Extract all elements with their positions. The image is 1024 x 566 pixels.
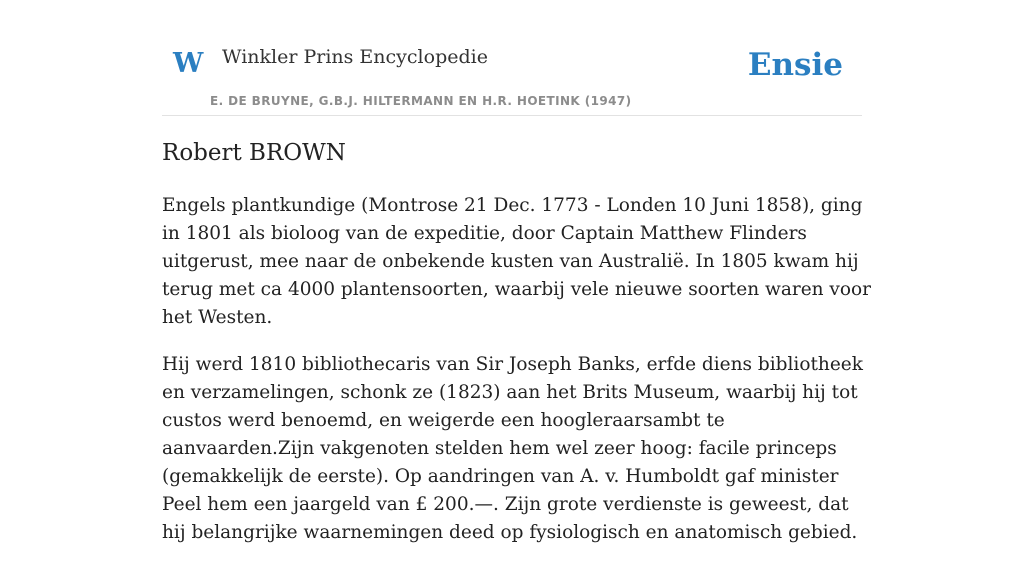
publication-logo[interactable]: W — [173, 48, 204, 79]
header — [162, 0, 862, 116]
article-body — [162, 192, 872, 566]
publication-authors: E. DE BRUYNE, G.B.J. HILTERMANN EN H.R. HOETINK (1947) — [210, 94, 632, 108]
publication-title[interactable]: Winkler Prins Encyclopedie — [222, 46, 488, 68]
article-paragraph: Hij werd 1810 bibliothecaris van Sir Joseph Banks, erfde diens bibliotheek en verzamelingen, schonk ze (1823) aan het Brits Museum, waarbij hij tot custos werd benoemd, en weigerde een hoogleraarsambt te aanvaarden.Zijn vakgenoten stelden hem wel zeer hoog: facile princeps (gemakkelijk de eerste). Op aandringen van A. v. Humboldt gaf minister Peel hem een jaargeld van £ 200.—. Zijn grote verdienste is geweest, dat hij belangrijke waarnemingen deed op fysiologisch en anatomisch gebied. — [162, 354, 863, 543]
ensie-logo[interactable]: Ensie — [747, 47, 843, 83]
article-title: Robert BROWN — [162, 140, 346, 166]
article-paragraph: Engels plantkundige (Montrose 21 Dec. 1773 - Londen 10 Juni 1858), ging in 1801 als bioloog van de expeditie, door Captain Matthew Flinders uitgerust, mee naar de onbekende kusten van Australië. In 1805 kwam hij terug met ca 4000 plantensoorten, waarbij vele nieuwe soorten waren voor het Westen. — [162, 195, 872, 328]
